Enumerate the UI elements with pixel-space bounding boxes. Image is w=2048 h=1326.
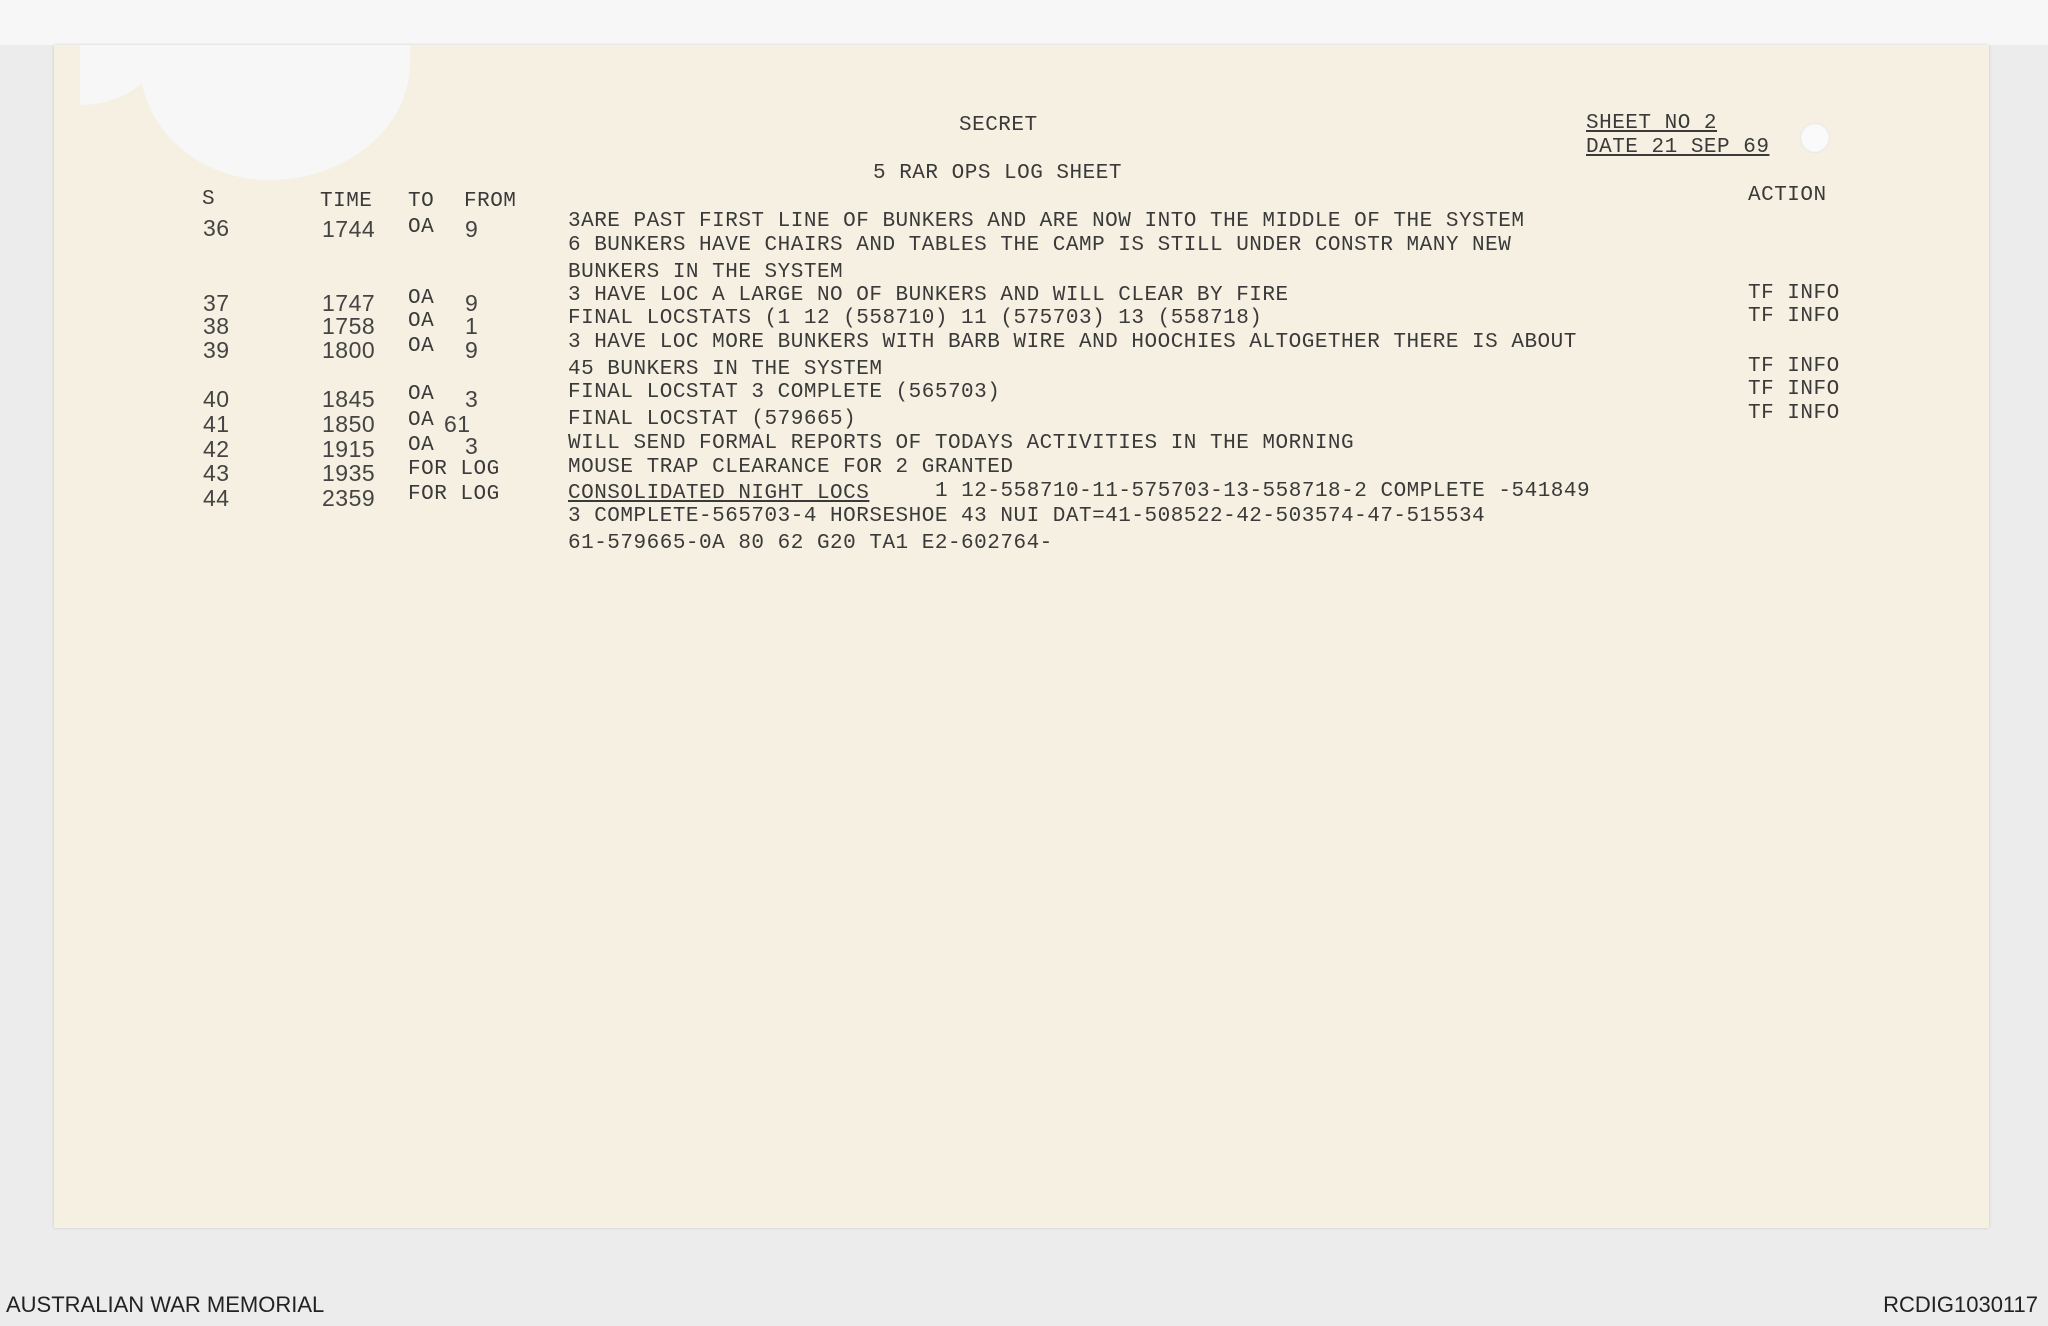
- entry-text-line: CONSOLIDATED NIGHT LOCS: [568, 482, 870, 505]
- entry-from: 9: [465, 216, 479, 242]
- entry-to: OA: [408, 434, 435, 457]
- footer-record-id: RCDIG1030117: [1883, 1292, 2038, 1317]
- top-background: [0, 0, 2048, 45]
- entry-time: 1744: [322, 216, 376, 242]
- sheet-date: DATE 21 SEP 69: [1586, 136, 1770, 159]
- page-title: 5 RAR OPS LOG SHEET: [873, 162, 1122, 185]
- entry-serial: 41: [203, 411, 230, 437]
- entry-text-line: 1 12-558710-11-575703-13-558718-2 COMPLETE -541849: [935, 480, 1591, 503]
- entry-text-line: 3ARE PAST FIRST LINE OF BUNKERS AND ARE NOW INTO THE MIDDLE OF THE SYSTEM: [568, 210, 1525, 233]
- entry-text-line: MOUSE TRAP CLEARANCE FOR 2 GRANTED: [568, 456, 1014, 479]
- entry-serial: 36: [203, 215, 230, 241]
- entry-serial: 38: [203, 313, 230, 339]
- entry-text-line: FINAL LOCSTAT 3 COMPLETE (565703): [568, 381, 1001, 404]
- entry-text-line: 6 BUNKERS HAVE CHAIRS AND TABLES THE CAMP IS STILL UNDER CONSTR MANY NEW: [568, 234, 1512, 257]
- entry-action: TF INFO: [1748, 282, 1840, 305]
- punch-hole: [1800, 123, 1830, 153]
- entry-time: 1758: [322, 313, 376, 339]
- entry-action: TF INFO: [1748, 355, 1840, 378]
- entry-action: TF INFO: [1748, 402, 1840, 425]
- entry-from: 9: [465, 290, 479, 316]
- entry-from: 3: [465, 433, 479, 459]
- entry-serial: 44: [203, 485, 230, 511]
- classification-label: SECRET: [959, 114, 1038, 137]
- entry-text-line: 61-579665-0A 80 62 G20 TA1 E2-602764-: [568, 532, 1053, 555]
- entry-to: FOR LOG: [408, 458, 500, 481]
- entry-text-line: BUNKERS IN THE SYSTEM: [568, 261, 844, 284]
- entry-time: 1800: [322, 337, 376, 363]
- entry-from: 61: [444, 411, 471, 437]
- entry-to: OA: [408, 335, 435, 358]
- footer-source: AUSTRALIAN WAR MEMORIAL: [6, 1292, 325, 1317]
- entry-from: 3: [465, 386, 479, 412]
- entry-text-line: WILL SEND FORMAL REPORTS OF TODAYS ACTIVITIES IN THE MORNING: [568, 432, 1355, 455]
- entry-text-line: 3 HAVE LOC A LARGE NO OF BUNKERS AND WILL CLEAR BY FIRE: [568, 284, 1289, 307]
- entry-text-line: 45 BUNKERS IN THE SYSTEM: [568, 358, 883, 381]
- entry-text-line: 3 COMPLETE-565703-4 HORSESHOE 43 NUI DAT=41-508522-42-503574-47-515534: [568, 505, 1486, 528]
- col-header-serial: S: [202, 188, 216, 211]
- entry-to: OA: [408, 409, 435, 432]
- entry-serial: 42: [203, 436, 230, 462]
- entry-time: 1845: [322, 386, 376, 412]
- entry-time: 2359: [322, 485, 376, 511]
- entry-time: 1850: [322, 411, 376, 437]
- entry-time: 1915: [322, 436, 376, 462]
- col-header-time: TIME: [320, 190, 373, 213]
- col-header-action: ACTION: [1748, 184, 1827, 207]
- entry-text-line: FINAL LOCSTAT (579665): [568, 408, 857, 431]
- col-header-from: FROM: [464, 190, 517, 213]
- entry-from: 1: [465, 313, 479, 339]
- col-header-to: TO: [408, 190, 435, 213]
- entry-action: TF INFO: [1748, 378, 1840, 401]
- entry-text-line: FINAL LOCSTATS (1 12 (558710) 11 (575703) 13 (558718): [568, 307, 1263, 330]
- entry-serial: 40: [203, 386, 230, 412]
- entry-to: FOR LOG: [408, 483, 500, 506]
- entry-serial: 39: [203, 337, 230, 363]
- entry-action: TF INFO: [1748, 305, 1840, 328]
- entry-to: OA: [408, 310, 435, 333]
- entry-to: OA: [408, 383, 435, 406]
- entry-text-line: 3 HAVE LOC MORE BUNKERS WITH BARB WIRE AND HOOCHIES ALTOGETHER THERE IS ABOUT: [568, 331, 1577, 354]
- entry-to: OA: [408, 287, 435, 310]
- entry-serial: 43: [203, 460, 230, 486]
- entry-from: 9: [465, 337, 479, 363]
- entry-to: OA: [408, 216, 435, 239]
- entry-time: 1747: [322, 290, 376, 316]
- entry-time: 1935: [322, 460, 376, 486]
- sheet-number: SHEET NO 2: [1586, 112, 1718, 135]
- entry-serial: 37: [203, 290, 230, 316]
